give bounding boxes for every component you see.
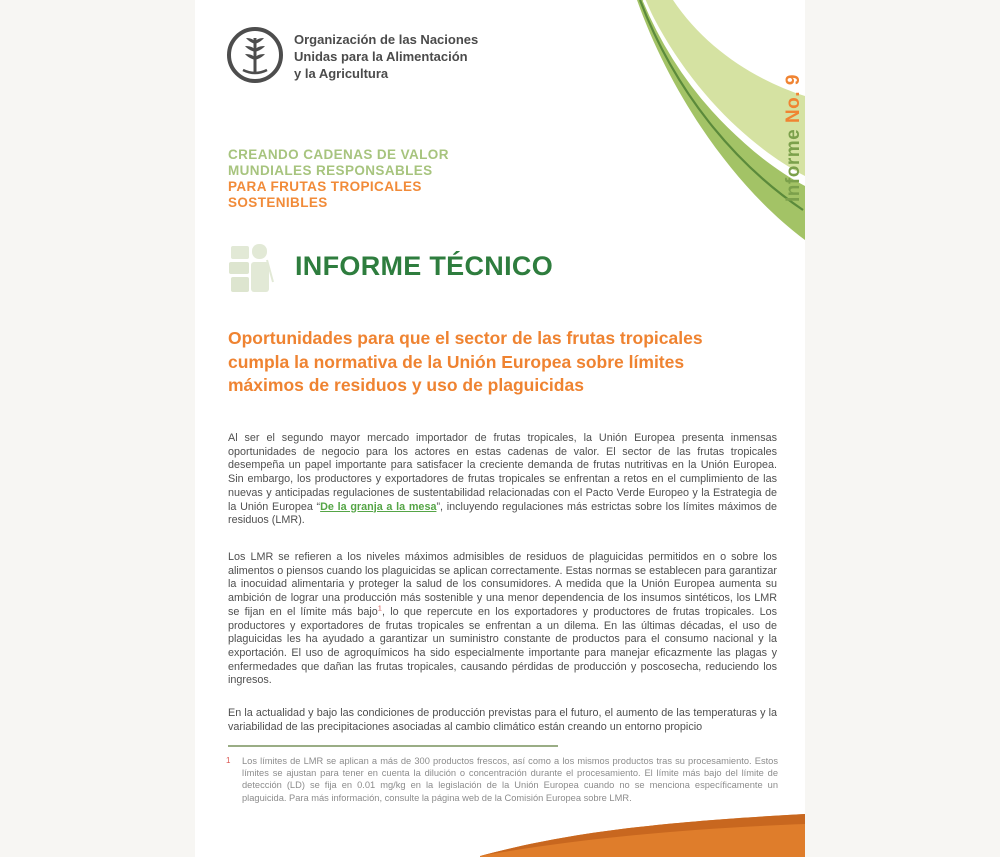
document-title-line: Oportunidades para que el sector de las frutas tropicales	[228, 328, 703, 348]
organization-name-line: y la Agricultura	[294, 66, 389, 81]
organization-name-line: Organización de las Naciones	[294, 32, 479, 47]
farm-to-fork-link[interactable]: De la granja a la mesa	[320, 500, 437, 513]
orange-wave-swoosh-graphic	[480, 809, 805, 857]
footnote-marker: 1	[226, 756, 231, 765]
report-number-value: No. 9	[783, 74, 804, 124]
organization-name-line: Unidas para la Alimentación	[294, 49, 468, 64]
report-cover-page	[195, 0, 805, 857]
footnote	[226, 755, 778, 804]
fao-logo-icon	[226, 26, 284, 84]
report-number-label	[783, 0, 807, 202]
paragraph-text: , lo que repercute en los exportadores y productores de frutas tropicales. Los productores y exportadores de frutas tropicales se enfrentan a un dilema. En las últimas décadas, el uso de plaguicidas les ha ayudado a garantizar un suministro constante de productos para el consumo nacional y la exportación. El uso de agroquímicos ha sido especialmente importante para manejar eficazmente las plagas y enfermedades que dañan las frutas tropicales, causando pérdidas de producción y poscosecha, reduciendo los ingresos.	[228, 605, 777, 687]
green-leaf-swoosh-graphic	[613, 0, 805, 252]
series-kicker-line: MUNDIALES RESPONSABLES	[228, 163, 433, 178]
body-paragraph-2	[228, 551, 777, 688]
section-heading: INFORME TÉCNICO	[295, 251, 553, 281]
paragraph-text: Los LMR se refieren a los niveles máximos admisibles de residuos de plaguicidas permitidos en o sobre los alimentos o piensos cuando los plaguicidas se aplican correctamente. Estas normas se establecen para garantizar la inocuidad alimentaria y proteger la salud de los consumidores. A medida que la Unión Europea aumenta su ambición de lograr una producción más sostenible y una menor dependencia de los insumos sintéticos, los LMR se fijan en el límite más bajo	[228, 551, 777, 618]
body-paragraph-1	[228, 432, 777, 528]
organization-name	[294, 31, 478, 82]
report-number-word: Informe	[783, 123, 804, 202]
paragraph-text: ”, incluyendo regulaciones más estrictas sobre los límites máximos de residuos (LMR).	[228, 500, 777, 527]
document-title-line: máximos de residuos y uso de plaguicidas	[228, 375, 584, 395]
series-kicker-line: SOSTENIBLES	[228, 195, 328, 210]
footnote-text: Los límites de LMR se aplican a más de 300 productos frescos, así como a los mismos productos tras su procesamiento. Estos límites se ajustan para tener en cuenta la dilución o concentración durante el procesamiento. El límite más bajo del límite de detección (LD) se fija en 0.01 mg/kg en la legislación de la Unión Europea cuando no se menciona específicamente un plaguicida. Para más información, consulte la página web de la Comisión Europea sobre LMR.	[242, 756, 778, 803]
footnote-reference: 1	[377, 603, 382, 613]
series-kicker-line: CREANDO CADENAS DE VALOR	[228, 147, 449, 162]
technical-report-icon	[227, 242, 275, 296]
series-kicker	[228, 147, 449, 211]
document-title-line: cumpla la normativa de la Unión Europea sobre límites	[228, 351, 685, 372]
body-paragraph-3: En la actualidad y bajo las condiciones de producción previstas para el futuro, el aumento de las temperaturas y la variabilidad de las precipitaciones asociadas al cambio climático están creando un entorno propicio	[228, 707, 777, 733]
series-kicker-line: PARA FRUTAS TROPICALES	[228, 179, 422, 194]
document-title	[228, 327, 793, 398]
paragraph-text: Al ser el segundo mayor mercado importador de frutas tropicales, la Unión Europea presenta inmensas oportunidades de negocio para los actores en estas cadenas de valor. El sector de las frutas tropicales desempeña un papel importante para satisfacer la creciente demanda de frutas nutritivas en la Unión Europea. Sin embargo, los productores y exportadores de frutas tropicales se enfrentan a retos en el cumplimiento de las nuevas y anticipadas regulaciones de sustentabilidad relacionadas con el Pacto Verde Europeo y la Estrategia de la Unión Europea “	[228, 432, 777, 513]
footnote-separator	[228, 745, 558, 747]
